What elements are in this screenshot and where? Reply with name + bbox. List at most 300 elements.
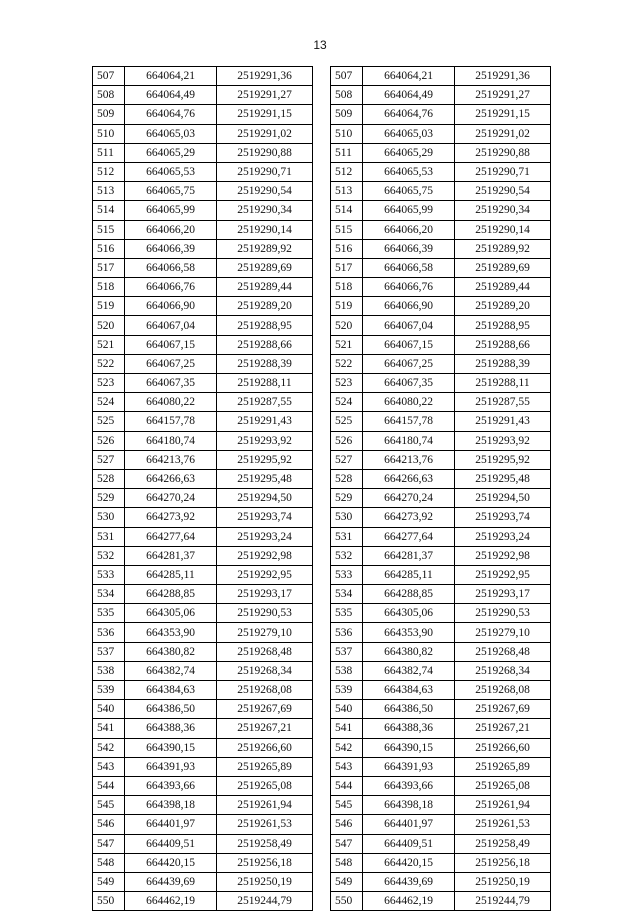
x-coordinate-cell: 664065,53 [363, 162, 455, 181]
x-coordinate-cell: 664401,97 [363, 815, 455, 834]
y-coordinate-cell: 2519268,08 [455, 681, 551, 700]
y-coordinate-cell: 2519290,88 [455, 143, 551, 162]
point-number-cell: 511 [93, 143, 125, 162]
point-number-cell: 523 [93, 374, 125, 393]
y-coordinate-cell: 2519290,71 [217, 162, 313, 181]
y-coordinate-cell: 2519261,53 [217, 815, 313, 834]
point-number-cell: 517 [331, 258, 363, 277]
y-coordinate-cell: 2519290,34 [217, 201, 313, 220]
x-coordinate-cell: 664066,39 [363, 239, 455, 258]
y-coordinate-cell: 2519266,60 [217, 738, 313, 757]
x-coordinate-cell: 664270,24 [125, 489, 217, 508]
y-coordinate-cell: 2519265,08 [217, 776, 313, 795]
table-row [331, 431, 551, 450]
x-coordinate-cell: 664064,21 [363, 67, 455, 86]
x-coordinate-cell: 664439,69 [363, 872, 455, 891]
table-row [331, 776, 551, 795]
y-coordinate-cell: 2519268,34 [455, 661, 551, 680]
point-number-cell: 531 [331, 527, 363, 546]
y-coordinate-cell: 2519288,39 [455, 354, 551, 373]
point-number-cell: 537 [93, 642, 125, 661]
table-row [331, 162, 551, 181]
point-number-cell: 534 [93, 585, 125, 604]
table-row [331, 585, 551, 604]
x-coordinate-cell: 664080,22 [363, 393, 455, 412]
y-coordinate-cell: 2519289,92 [455, 239, 551, 258]
point-number-cell: 550 [331, 892, 363, 911]
x-coordinate-cell: 664065,03 [125, 124, 217, 143]
table-row [93, 872, 313, 891]
point-number-cell: 508 [331, 86, 363, 105]
x-coordinate-cell: 664382,74 [363, 661, 455, 680]
x-coordinate-cell: 664382,74 [125, 661, 217, 680]
x-coordinate-cell: 664401,97 [125, 815, 217, 834]
y-coordinate-cell: 2519244,79 [455, 892, 551, 911]
x-coordinate-cell: 664157,78 [363, 412, 455, 431]
x-coordinate-cell: 664067,15 [125, 335, 217, 354]
x-coordinate-cell: 664180,74 [363, 431, 455, 450]
x-coordinate-cell: 664398,18 [363, 796, 455, 815]
y-coordinate-cell: 2519293,17 [455, 585, 551, 604]
point-number-cell: 543 [93, 757, 125, 776]
point-number-cell: 520 [93, 316, 125, 335]
y-coordinate-cell: 2519293,92 [455, 431, 551, 450]
y-coordinate-cell: 2519290,53 [217, 604, 313, 623]
table-row [93, 239, 313, 258]
point-number-cell: 510 [93, 124, 125, 143]
table-row [331, 546, 551, 565]
point-number-cell: 533 [93, 565, 125, 584]
table-row [331, 623, 551, 642]
point-number-cell: 512 [93, 162, 125, 181]
table-row [331, 757, 551, 776]
y-coordinate-cell: 2519295,92 [217, 450, 313, 469]
table-row [331, 335, 551, 354]
y-coordinate-cell: 2519258,49 [217, 834, 313, 853]
y-coordinate-cell: 2519291,15 [455, 105, 551, 124]
y-coordinate-cell: 2519293,74 [455, 508, 551, 527]
table-row [93, 776, 313, 795]
point-number-cell: 513 [331, 182, 363, 201]
y-coordinate-cell: 2519292,98 [455, 546, 551, 565]
x-coordinate-cell: 664080,22 [125, 393, 217, 412]
x-coordinate-cell: 664390,15 [125, 738, 217, 757]
table-row [331, 642, 551, 661]
x-coordinate-cell: 664066,76 [363, 278, 455, 297]
point-number-cell: 530 [331, 508, 363, 527]
point-number-cell: 518 [331, 278, 363, 297]
y-coordinate-cell: 2519291,36 [455, 67, 551, 86]
x-coordinate-cell: 664439,69 [125, 872, 217, 891]
x-coordinate-cell: 664277,64 [363, 527, 455, 546]
table-row [93, 278, 313, 297]
x-coordinate-cell: 664273,92 [125, 508, 217, 527]
table-row [93, 815, 313, 834]
table-row [93, 834, 313, 853]
x-coordinate-cell: 664393,66 [363, 776, 455, 795]
table-row [331, 738, 551, 757]
table-row [93, 86, 313, 105]
y-coordinate-cell: 2519289,92 [217, 239, 313, 258]
y-coordinate-cell: 2519291,02 [217, 124, 313, 143]
table-row [331, 354, 551, 373]
y-coordinate-cell: 2519244,79 [217, 892, 313, 911]
table-row [331, 86, 551, 105]
x-coordinate-cell: 664064,49 [125, 86, 217, 105]
point-number-cell: 544 [93, 776, 125, 795]
point-number-cell: 518 [93, 278, 125, 297]
x-coordinate-cell: 664288,85 [125, 585, 217, 604]
page-number: 13 [313, 38, 327, 52]
y-coordinate-cell: 2519290,53 [455, 604, 551, 623]
table-row [93, 393, 313, 412]
y-coordinate-cell: 2519291,15 [217, 105, 313, 124]
x-coordinate-cell: 664157,78 [125, 412, 217, 431]
point-number-cell: 541 [93, 719, 125, 738]
x-coordinate-cell: 664390,15 [363, 738, 455, 757]
table-row [93, 374, 313, 393]
y-coordinate-cell: 2519293,24 [217, 527, 313, 546]
point-number-cell: 516 [331, 239, 363, 258]
point-number-cell: 540 [93, 700, 125, 719]
x-coordinate-cell: 664266,63 [363, 469, 455, 488]
point-number-cell: 513 [93, 182, 125, 201]
y-coordinate-cell: 2519295,48 [217, 469, 313, 488]
x-coordinate-cell: 664065,29 [125, 143, 217, 162]
table-row [331, 681, 551, 700]
y-coordinate-cell: 2519287,55 [455, 393, 551, 412]
point-number-cell: 550 [93, 892, 125, 911]
point-number-cell: 519 [93, 297, 125, 316]
point-number-cell: 546 [331, 815, 363, 834]
y-coordinate-cell: 2519293,17 [217, 585, 313, 604]
point-number-cell: 536 [93, 623, 125, 642]
point-number-cell: 530 [93, 508, 125, 527]
table-row [93, 201, 313, 220]
point-number-cell: 519 [331, 297, 363, 316]
point-number-cell: 515 [331, 220, 363, 239]
x-coordinate-cell: 664384,63 [363, 681, 455, 700]
y-coordinate-cell: 2519290,88 [217, 143, 313, 162]
y-coordinate-cell: 2519265,08 [455, 776, 551, 795]
point-number-cell: 547 [93, 834, 125, 853]
table-row [331, 258, 551, 277]
x-coordinate-cell: 664409,51 [125, 834, 217, 853]
table-row [93, 354, 313, 373]
table-row [93, 796, 313, 815]
y-coordinate-cell: 2519290,14 [455, 220, 551, 239]
x-coordinate-cell: 664386,50 [363, 700, 455, 719]
x-coordinate-cell: 664067,25 [125, 354, 217, 373]
table-row [93, 604, 313, 623]
point-number-cell: 522 [331, 354, 363, 373]
table-row [331, 393, 551, 412]
point-number-cell: 529 [331, 489, 363, 508]
y-coordinate-cell: 2519295,48 [455, 469, 551, 488]
x-coordinate-cell: 664353,90 [363, 623, 455, 642]
table-row [331, 374, 551, 393]
point-number-cell: 545 [331, 796, 363, 815]
y-coordinate-cell: 2519291,43 [455, 412, 551, 431]
coordinates-table-left [92, 66, 313, 911]
x-coordinate-cell: 664462,19 [125, 892, 217, 911]
x-coordinate-cell: 664288,85 [363, 585, 455, 604]
point-number-cell: 507 [93, 67, 125, 86]
table-row [331, 661, 551, 680]
point-number-cell: 535 [331, 604, 363, 623]
x-coordinate-cell: 664067,04 [363, 316, 455, 335]
table-row [93, 182, 313, 201]
point-number-cell: 524 [331, 393, 363, 412]
x-coordinate-cell: 664064,21 [125, 67, 217, 86]
point-number-cell: 542 [93, 738, 125, 757]
point-number-cell: 508 [93, 86, 125, 105]
table-row [93, 719, 313, 738]
y-coordinate-cell: 2519291,02 [455, 124, 551, 143]
point-number-cell: 509 [93, 105, 125, 124]
x-coordinate-cell: 664067,35 [125, 374, 217, 393]
point-number-cell: 525 [93, 412, 125, 431]
y-coordinate-cell: 2519290,54 [455, 182, 551, 201]
table-row [331, 469, 551, 488]
x-coordinate-cell: 664380,82 [125, 642, 217, 661]
x-coordinate-cell: 664180,74 [125, 431, 217, 450]
point-number-cell: 521 [93, 335, 125, 354]
table-row [93, 162, 313, 181]
y-coordinate-cell: 2519250,19 [217, 872, 313, 891]
x-coordinate-cell: 664066,20 [125, 220, 217, 239]
y-coordinate-cell: 2519265,89 [455, 757, 551, 776]
table-row [331, 719, 551, 738]
point-number-cell: 521 [331, 335, 363, 354]
y-coordinate-cell: 2519268,34 [217, 661, 313, 680]
table-row [93, 297, 313, 316]
y-coordinate-cell: 2519292,95 [455, 565, 551, 584]
table-row [331, 565, 551, 584]
x-coordinate-cell: 664066,39 [125, 239, 217, 258]
table-row [93, 623, 313, 642]
x-coordinate-cell: 664066,20 [363, 220, 455, 239]
x-coordinate-cell: 664066,90 [363, 297, 455, 316]
point-number-cell: 520 [331, 316, 363, 335]
point-number-cell: 545 [93, 796, 125, 815]
table-row [331, 182, 551, 201]
x-coordinate-cell: 664066,58 [363, 258, 455, 277]
y-coordinate-cell: 2519288,66 [217, 335, 313, 354]
point-number-cell: 538 [331, 661, 363, 680]
table-row [331, 892, 551, 911]
y-coordinate-cell: 2519256,18 [455, 853, 551, 872]
point-number-cell: 516 [93, 239, 125, 258]
point-number-cell: 507 [331, 67, 363, 86]
x-coordinate-cell: 664067,25 [363, 354, 455, 373]
table-row [331, 201, 551, 220]
table-row [93, 450, 313, 469]
y-coordinate-cell: 2519261,53 [455, 815, 551, 834]
y-coordinate-cell: 2519292,95 [217, 565, 313, 584]
table-row [93, 124, 313, 143]
x-coordinate-cell: 664065,03 [363, 124, 455, 143]
point-number-cell: 509 [331, 105, 363, 124]
point-number-cell: 538 [93, 661, 125, 680]
point-number-cell: 548 [331, 853, 363, 872]
table-row [93, 738, 313, 757]
table-row [331, 527, 551, 546]
y-coordinate-cell: 2519250,19 [455, 872, 551, 891]
y-coordinate-cell: 2519261,94 [455, 796, 551, 815]
x-coordinate-cell: 664391,93 [363, 757, 455, 776]
point-number-cell: 549 [93, 872, 125, 891]
y-coordinate-cell: 2519295,92 [455, 450, 551, 469]
y-coordinate-cell: 2519291,27 [217, 86, 313, 105]
table-row [93, 892, 313, 911]
table-row [331, 239, 551, 258]
point-number-cell: 524 [93, 393, 125, 412]
table-row [93, 585, 313, 604]
y-coordinate-cell: 2519293,92 [217, 431, 313, 450]
y-coordinate-cell: 2519293,24 [455, 527, 551, 546]
point-number-cell: 514 [93, 201, 125, 220]
point-number-cell: 532 [331, 546, 363, 565]
x-coordinate-cell: 664067,04 [125, 316, 217, 335]
x-coordinate-cell: 664273,92 [363, 508, 455, 527]
point-number-cell: 528 [331, 469, 363, 488]
x-coordinate-cell: 664213,76 [125, 450, 217, 469]
table-row [93, 316, 313, 335]
x-coordinate-cell: 664067,35 [363, 374, 455, 393]
table-row [93, 681, 313, 700]
x-coordinate-cell: 664066,90 [125, 297, 217, 316]
x-coordinate-cell: 664065,53 [125, 162, 217, 181]
table-row [93, 105, 313, 124]
table-row [331, 412, 551, 431]
table-row [331, 489, 551, 508]
point-number-cell: 542 [331, 738, 363, 757]
point-number-cell: 522 [93, 354, 125, 373]
y-coordinate-cell: 2519293,74 [217, 508, 313, 527]
table-row [331, 297, 551, 316]
y-coordinate-cell: 2519287,55 [217, 393, 313, 412]
x-coordinate-cell: 664386,50 [125, 700, 217, 719]
y-coordinate-cell: 2519289,44 [217, 278, 313, 297]
table-row [331, 124, 551, 143]
x-coordinate-cell: 664066,58 [125, 258, 217, 277]
x-coordinate-cell: 664065,99 [125, 201, 217, 220]
y-coordinate-cell: 2519291,43 [217, 412, 313, 431]
coordinates-table-right [330, 66, 551, 911]
point-number-cell: 547 [331, 834, 363, 853]
y-coordinate-cell: 2519279,10 [217, 623, 313, 642]
table-row [331, 604, 551, 623]
x-coordinate-cell: 664380,82 [363, 642, 455, 661]
table-row [93, 546, 313, 565]
point-number-cell: 528 [93, 469, 125, 488]
table-row [93, 412, 313, 431]
y-coordinate-cell: 2519268,08 [217, 681, 313, 700]
y-coordinate-cell: 2519294,50 [455, 489, 551, 508]
y-coordinate-cell: 2519267,69 [455, 700, 551, 719]
point-number-cell: 537 [331, 642, 363, 661]
table-row [93, 853, 313, 872]
table-row [93, 527, 313, 546]
x-coordinate-cell: 664266,63 [125, 469, 217, 488]
x-coordinate-cell: 664270,24 [363, 489, 455, 508]
point-number-cell: 511 [331, 143, 363, 162]
point-number-cell: 536 [331, 623, 363, 642]
x-coordinate-cell: 664305,06 [125, 604, 217, 623]
point-number-cell: 510 [331, 124, 363, 143]
x-coordinate-cell: 664281,37 [363, 546, 455, 565]
table-row [331, 508, 551, 527]
table-row [93, 258, 313, 277]
table-row [331, 105, 551, 124]
y-coordinate-cell: 2519288,95 [455, 316, 551, 335]
point-number-cell: 523 [331, 374, 363, 393]
x-coordinate-cell: 664065,99 [363, 201, 455, 220]
point-number-cell: 549 [331, 872, 363, 891]
table-row [331, 316, 551, 335]
point-number-cell: 534 [331, 585, 363, 604]
y-coordinate-cell: 2519288,11 [455, 374, 551, 393]
x-coordinate-cell: 664065,75 [363, 182, 455, 201]
x-coordinate-cell: 664065,75 [125, 182, 217, 201]
table-row [93, 508, 313, 527]
table-row [331, 853, 551, 872]
y-coordinate-cell: 2519289,69 [217, 258, 313, 277]
point-number-cell: 532 [93, 546, 125, 565]
point-number-cell: 539 [93, 681, 125, 700]
x-coordinate-cell: 664384,63 [125, 681, 217, 700]
table-row [93, 469, 313, 488]
table-row [331, 834, 551, 853]
table-row [331, 700, 551, 719]
x-coordinate-cell: 664064,76 [363, 105, 455, 124]
y-coordinate-cell: 2519268,48 [217, 642, 313, 661]
x-coordinate-cell: 664281,37 [125, 546, 217, 565]
x-coordinate-cell: 664277,64 [125, 527, 217, 546]
point-number-cell: 541 [331, 719, 363, 738]
x-coordinate-cell: 664388,36 [363, 719, 455, 738]
y-coordinate-cell: 2519288,39 [217, 354, 313, 373]
point-number-cell: 526 [331, 431, 363, 450]
y-coordinate-cell: 2519288,66 [455, 335, 551, 354]
point-number-cell: 529 [93, 489, 125, 508]
x-coordinate-cell: 664064,49 [363, 86, 455, 105]
point-number-cell: 517 [93, 258, 125, 277]
x-coordinate-cell: 664213,76 [363, 450, 455, 469]
x-coordinate-cell: 664305,06 [363, 604, 455, 623]
table-row [331, 796, 551, 815]
y-coordinate-cell: 2519258,49 [455, 834, 551, 853]
y-coordinate-cell: 2519291,36 [217, 67, 313, 86]
point-number-cell: 533 [331, 565, 363, 584]
point-number-cell: 548 [93, 853, 125, 872]
x-coordinate-cell: 664065,29 [363, 143, 455, 162]
x-coordinate-cell: 664285,11 [363, 565, 455, 584]
y-coordinate-cell: 2519289,20 [455, 297, 551, 316]
point-number-cell: 544 [331, 776, 363, 795]
x-coordinate-cell: 664285,11 [125, 565, 217, 584]
y-coordinate-cell: 2519256,18 [217, 853, 313, 872]
point-number-cell: 531 [93, 527, 125, 546]
x-coordinate-cell: 664420,15 [363, 853, 455, 872]
x-coordinate-cell: 664393,66 [125, 776, 217, 795]
y-coordinate-cell: 2519291,27 [455, 86, 551, 105]
point-number-cell: 525 [331, 412, 363, 431]
point-number-cell: 543 [331, 757, 363, 776]
point-number-cell: 535 [93, 604, 125, 623]
x-coordinate-cell: 664388,36 [125, 719, 217, 738]
